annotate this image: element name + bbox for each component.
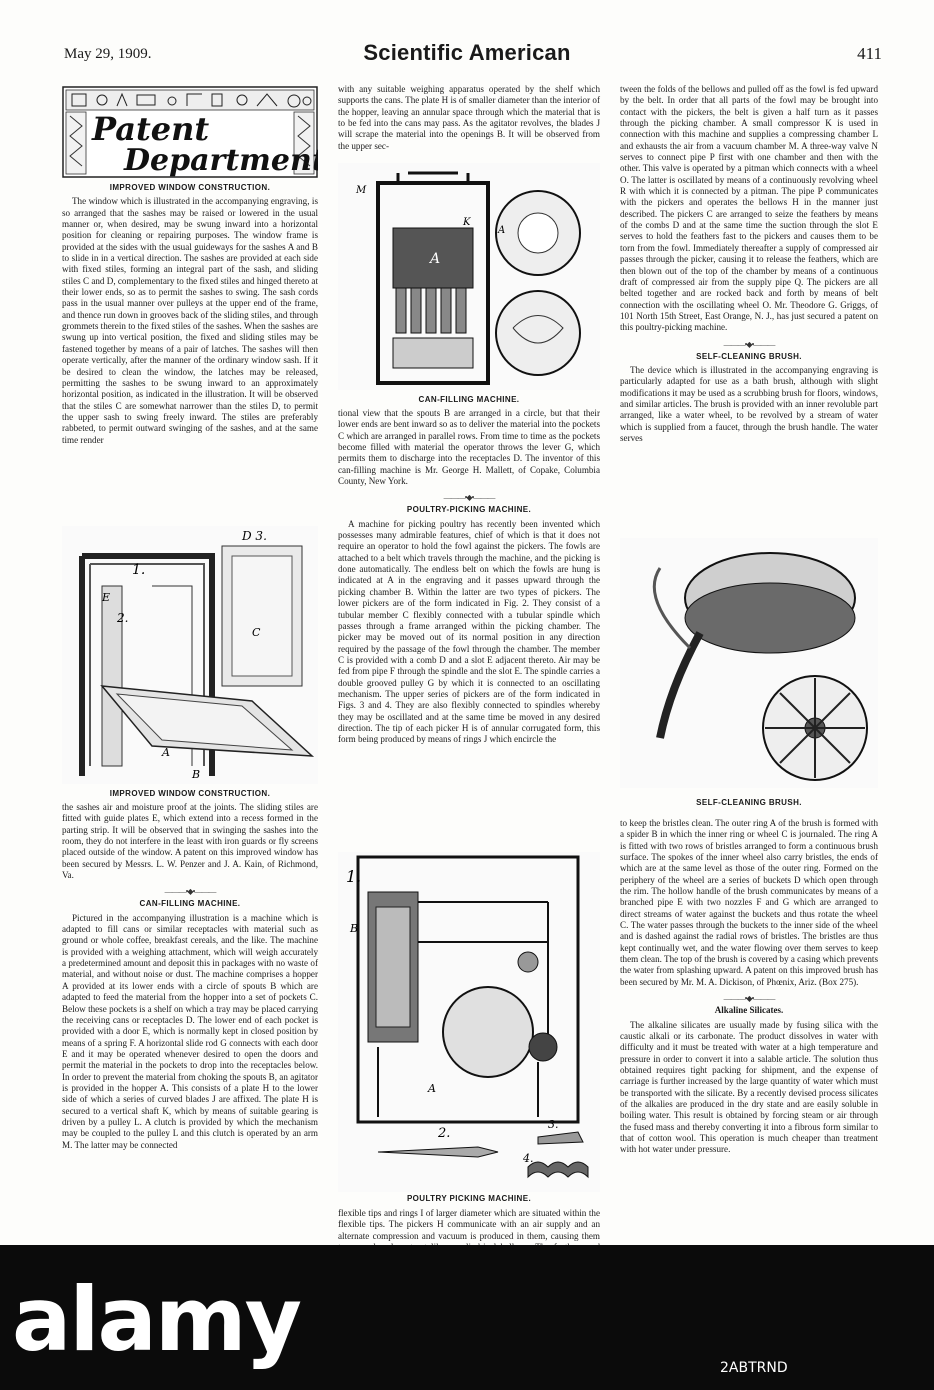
column-3-top [620, 84, 878, 444]
headline-can-filling: CAN-FILLING MACHINE. [139, 899, 241, 909]
brush-figure-caption: SELF-CLEANING BRUSH. [696, 798, 802, 807]
section-separator: ———•◆•——— [723, 994, 775, 1004]
banner-illustration-icon [62, 86, 318, 178]
headline-self-cleaning-brush: SELF-CLEANING BRUSH. [696, 351, 802, 361]
headline-improved-window: IMPROVED WINDOW CONSTRUCTION. [109, 183, 271, 192]
svg-text:M: M [356, 185, 367, 196]
svg-text:1.: 1. [346, 867, 362, 886]
svg-text:K: K [463, 217, 471, 228]
article-silicates-paragraph: The alkaline silicates are usually made by fusing silica with the caustic alkali or its carbonate. The product dissolves in water with difficulty and it must be treated with water at a high temperature and pressure in order to convert it into a salable article. The solution thus obtained requires tight packing for shipment, and the expense of carriage is further increased by the large quantity of water which must be transported with the silicate. By a recently devised process silicates of the alkalies are produced in the dry state and are easily soluble in boiling water. This result is obtained by forcing steam or air through the fused mass and thereby converting it into a fibrous form similar to that of cotton wool. This operation is much cheaper than treatment with hot water under pressure. [620, 1019, 878, 1155]
patent-department-banner [62, 86, 318, 178]
section-separator: ———•◆•——— [723, 339, 775, 349]
article-window-paragraph-1: The window which is illustrated in the accompanying engraving, is so arranged that the sashes may be raised or lowered in the usual manner or, when desired, may be swung inward into a horizontal position for cleaning or repairing purposes. The window frame is provided at the sides with the usual guideways for the sashes A and B to slide in in a vertical direction. The sashes are provided at each side with fixed stiles, forming an integral part of the sash, and sliding stiles C and D, complementary to the fixed stiles and hinged thereto at their lower ends, so as to permit the sashes to swing. The sash cords pass in the usual manner over pulleys at the upper end of the frame, and thence run down in grooves back of the sliding stiles, and through grommets therein to the fixed stiles of the sashes. When the sashes are swung up into vertical position, the fixed and sliding stiles may be fastened together by means of a pair of latches. The sashes will then operate vertically, after the manner of the ordinary window sash. If it be desired to clean the window, the latches may be released, permitting the sashes to be swung inward to an approximately horizontal position, as indicated in the illustration. It will be observed that the stiles C are somewhat narrower than the stiles D, to permit the upper sash to swing freely inward. The stiles are preferably rabbeted, to permit outward swinging of the sashes, and at the same time render [62, 196, 318, 445]
self-cleaning-brush-figure [620, 538, 878, 788]
article-can-filling-paragraph-1: Pictured in the accompanying illustration is a machine which is adapted to fill cans or similar receptacles with material such as ground or whole coffee, breakfast cereals, and the like. The machine is provided with a weighing attachment, which will weigh accurately a predetermined amount and deposit this in packages with no waste of material, and without noise or dust. The machine comprises a hopper A provided at its lower ends with a circle of spouts B which are adapted to feed the material from the hopper into a set of pockets C. Below these pockets is a shelf on which a tray may be placed carrying the receiving cans or receptacles D. The lower end of each pocket is provided with a door E, which is normally kept in closed position by means of a spring F. A horizontal slide rod G connects with each door E and it may be operated whenever desired to open the doors and permit the material in the pockets to drop into the receptacles below. In order to prevent the material from choking the spouts B, an agitator is provided in the hopper A. This consists of a plate H to the lower side of which a series of curved blades J are affixed. The plate H is secured to a vertical shaft K, which by means of suitable gearing is driven by a pulley L. A clutch is provided by which the mechanism may be coupled to the pulley L and this clutch is operated by an arm M. The latter may be connected [62, 912, 318, 1150]
article-brush-paragraph-2: to keep the bristles clean. The outer ring A of the brush is formed with a spider B in which the inner ring or wheel C is journaled. The ring A is fitted with two rows of bristles arranged to form a continuous brush surface. The spokes of the inner wheel also carry bristles, the ends of which are at the same level as those of the outer ring. Formed on the periphery of the wheel are a series of buckets D which open through the rim. The hollow handle of the brush communicates by means of a branched pipe E with two nozzles F and G which are arranged to direct streams of water against the buckets and thus rotate the wheel C. The water passes through the buckets to the inner side of the wheel and is dashed against the radial rows of bristles. The bristles are thus kept continually wet, and the water flowing over them serves to keep them clean. The top of the brush is covered by a casing which prevents the water from splashing upward. A patent on this improved brush has been secured by Mr. M. A. Dickison, of Phœnix, Ariz. (Box 275). [620, 818, 878, 987]
svg-text:B: B [350, 922, 359, 935]
section-separator: ———•◆•——— [443, 493, 495, 503]
poultry-picking-illustration-icon [338, 852, 600, 1192]
can-filling-figure-caption: CAN-FILLING MACHINE. [418, 395, 520, 404]
article-poultry-paragraph-1: A machine for picking poultry has recently been invented which possesses many admirable features, chief of which is that it does not require an operator to hold the fowl against the pickers. The fowls are attached to a belt which travels through the machine, and the picking is done automatically. The endless belt on which the fowls are hung is indicated at A in the engraving and it passes upward through the picking chamber B. Within the latter are two types of pickers. The lower pickers are of the form indicated in Fig. 2. They consist of a tubular member C flexibly connected with a tubular spindle which passes through a frame arranged within the picking chamber. The picker may be moved out of its normal position in any direction required by the passage of the fowl through the chamber. The member C is provided with a comb D and a slot E adjacent thereto. Air may be fed from pipe F through the spindle and the slot E. The spindle carries a double grooved pulley G by which it is connected to an oscillating mechanism. The upper series of pickers are of the form indicated in Figs. 3 and 4. They are also flexibly connected to spindles whereby they may be oscillated and at the same time be moved in any desired direction. The tip of each picker H is of annular corrugated form, this form being produced by means of rings J which encircle the [338, 518, 600, 745]
header-title: Scientific American [363, 40, 571, 65]
section-separator: ———•◆•——— [164, 887, 216, 897]
column-2-middle [338, 408, 600, 746]
article-can-filling-paragraph-3: tional view that the spouts B are arranged in a circle, but that their lower ends are bent inward so as to deliver the material into the pockets C which are arranged in parallel rows. From time to time as the pockets become filled with material the operator throws the lever G, which permits them to discharge into the receptacles D. The inventor of this can-filling machine is Mr. George H. Mallett, of Copake, Columbia County, New York. [338, 408, 600, 487]
alamy-logo: alamy [12, 1268, 300, 1371]
column-2-top [338, 84, 600, 152]
article-poultry-paragraph-3: tween the folds of the bellows and pulled off as the fowl is fed upward by the belt. In order that all parts of the fowl may be brought into contact with the pickers, the belt is given a half turn as it passes through the picking chamber. A small compressor K is used in connection with this machine and supplies a compressing chamber L and exhausts the air from a vacuum chamber M. A three-way valve N serves to connect pipe P first with one chamber and then with the other. This valve is operated by a pitman which connects with a wheel O. The latter is oscillated by means of a continuously revolving wheel R with which it is connected by a pitman. The pipe P communicates with the pickers and operates the bellows H in the manner just described. The pickers C are arranged to seize the feathers by means of the combs D and at the same time the suction through the slot E serves to hold the feathers fast to the pickers and causes them to be torn from the fowl. Immediately thereafter a supply of compressed air passes through the picker, causing it to release the feathers, which are then blown out of the top of the chamber by means of a continuous draft of compressed air from the supply pipe Q. The pickers are all belted together and are rocked back and forth by means of belt connection with the oscillating wheel O. Mr. Theodore G. Griggs, of 101 North 15th Street, East Orange, N. J., has just secured a patent on this poultry-picking machine. [620, 84, 878, 333]
footer-graphic [700, 1285, 930, 1329]
poultry-picking-figure [338, 852, 600, 1192]
article-brush-paragraph-1: The device which is illustrated in the accompanying engraving is particularly adapted for use as a bath brush, although with slight modifications it may be used as a scrubbing brush for floors, windows, and similar articles. The brush is provided with an inner revoluble part arranged, like a water wheel, to be revolved by a stream of water which is supplied from a faucet, through the brush handle. The water serves [620, 364, 878, 443]
header-date: May 29, 1909. [64, 46, 152, 62]
article-poultry-paragraph-2: flexible tips and rings I of larger diameter which are situated within the flexible tips. The pickers H communicate with an air supply and an alternate compression and vacuum is produced in them, causing them [338, 1208, 600, 1241]
svg-text:C: C [252, 626, 261, 639]
svg-text:1.: 1. [132, 562, 146, 578]
window-figure-caption: IMPROVED WINDOW CONSTRUCTION. [109, 789, 271, 798]
svg-text:2.: 2. [117, 611, 129, 625]
svg-text:3.: 3. [548, 1118, 559, 1131]
footer-mark-icon [700, 1285, 930, 1325]
svg-text:2.: 2. [438, 1126, 451, 1141]
header-page-number: 411 [857, 44, 882, 63]
banner-department-text: Department [124, 143, 318, 178]
svg-text:A: A [498, 225, 506, 236]
column-1-top [62, 180, 318, 446]
brush-illustration-icon [620, 538, 878, 788]
article-window-paragraph-2: the sashes air and moisture proof at the joints. The sliding stiles are fitted with guide plates E, which extend into a recess formed in the parting strip. It will be observed that in swinging the sashes into the room, they do not interfere in the least with iron guards or fly screens placed outside of the window. A patent on this improved window has been secured by Messrs. L. W. Penzer and J. A. Kain, of Richmond, Va. [62, 802, 318, 881]
svg-text:D 3.: D 3. [242, 529, 267, 543]
svg-text:E: E [102, 591, 111, 604]
window-construction-figure [62, 526, 318, 784]
svg-text:A: A [428, 1082, 436, 1095]
window-illustration-icon [62, 526, 318, 784]
poultry-figure-caption: POULTRY PICKING MACHINE. [406, 1194, 532, 1203]
column-3-bottom [620, 818, 878, 1156]
headline-alkaline-silicates: Alkaline Silicates. [714, 1005, 784, 1016]
column-1-bottom [62, 802, 318, 1151]
svg-text:A: A [430, 251, 441, 267]
can-filling-figure [338, 163, 600, 390]
svg-text:B: B [192, 768, 201, 781]
svg-text:4.: 4. [523, 1152, 534, 1165]
article-can-filling-paragraph-2: with any suitable weighing apparatus operated by the shelf which supports the cans. The plate H is of smaller diameter than the interior of the hopper, leaving an annular space through which the material that is to be fed into the cans may pass. As the agitator revolves, the blades J will scrape the material into the openings B. It will be observed from the upper sec- [338, 84, 600, 151]
svg-text:A: A [162, 746, 170, 759]
image-id: 2ABTRND [720, 1360, 788, 1376]
headline-poultry-picking: POULTRY-PICKING MACHINE. [406, 505, 532, 515]
can-filling-illustration-icon [338, 163, 600, 390]
banner-patent-text: Patent [92, 110, 210, 148]
